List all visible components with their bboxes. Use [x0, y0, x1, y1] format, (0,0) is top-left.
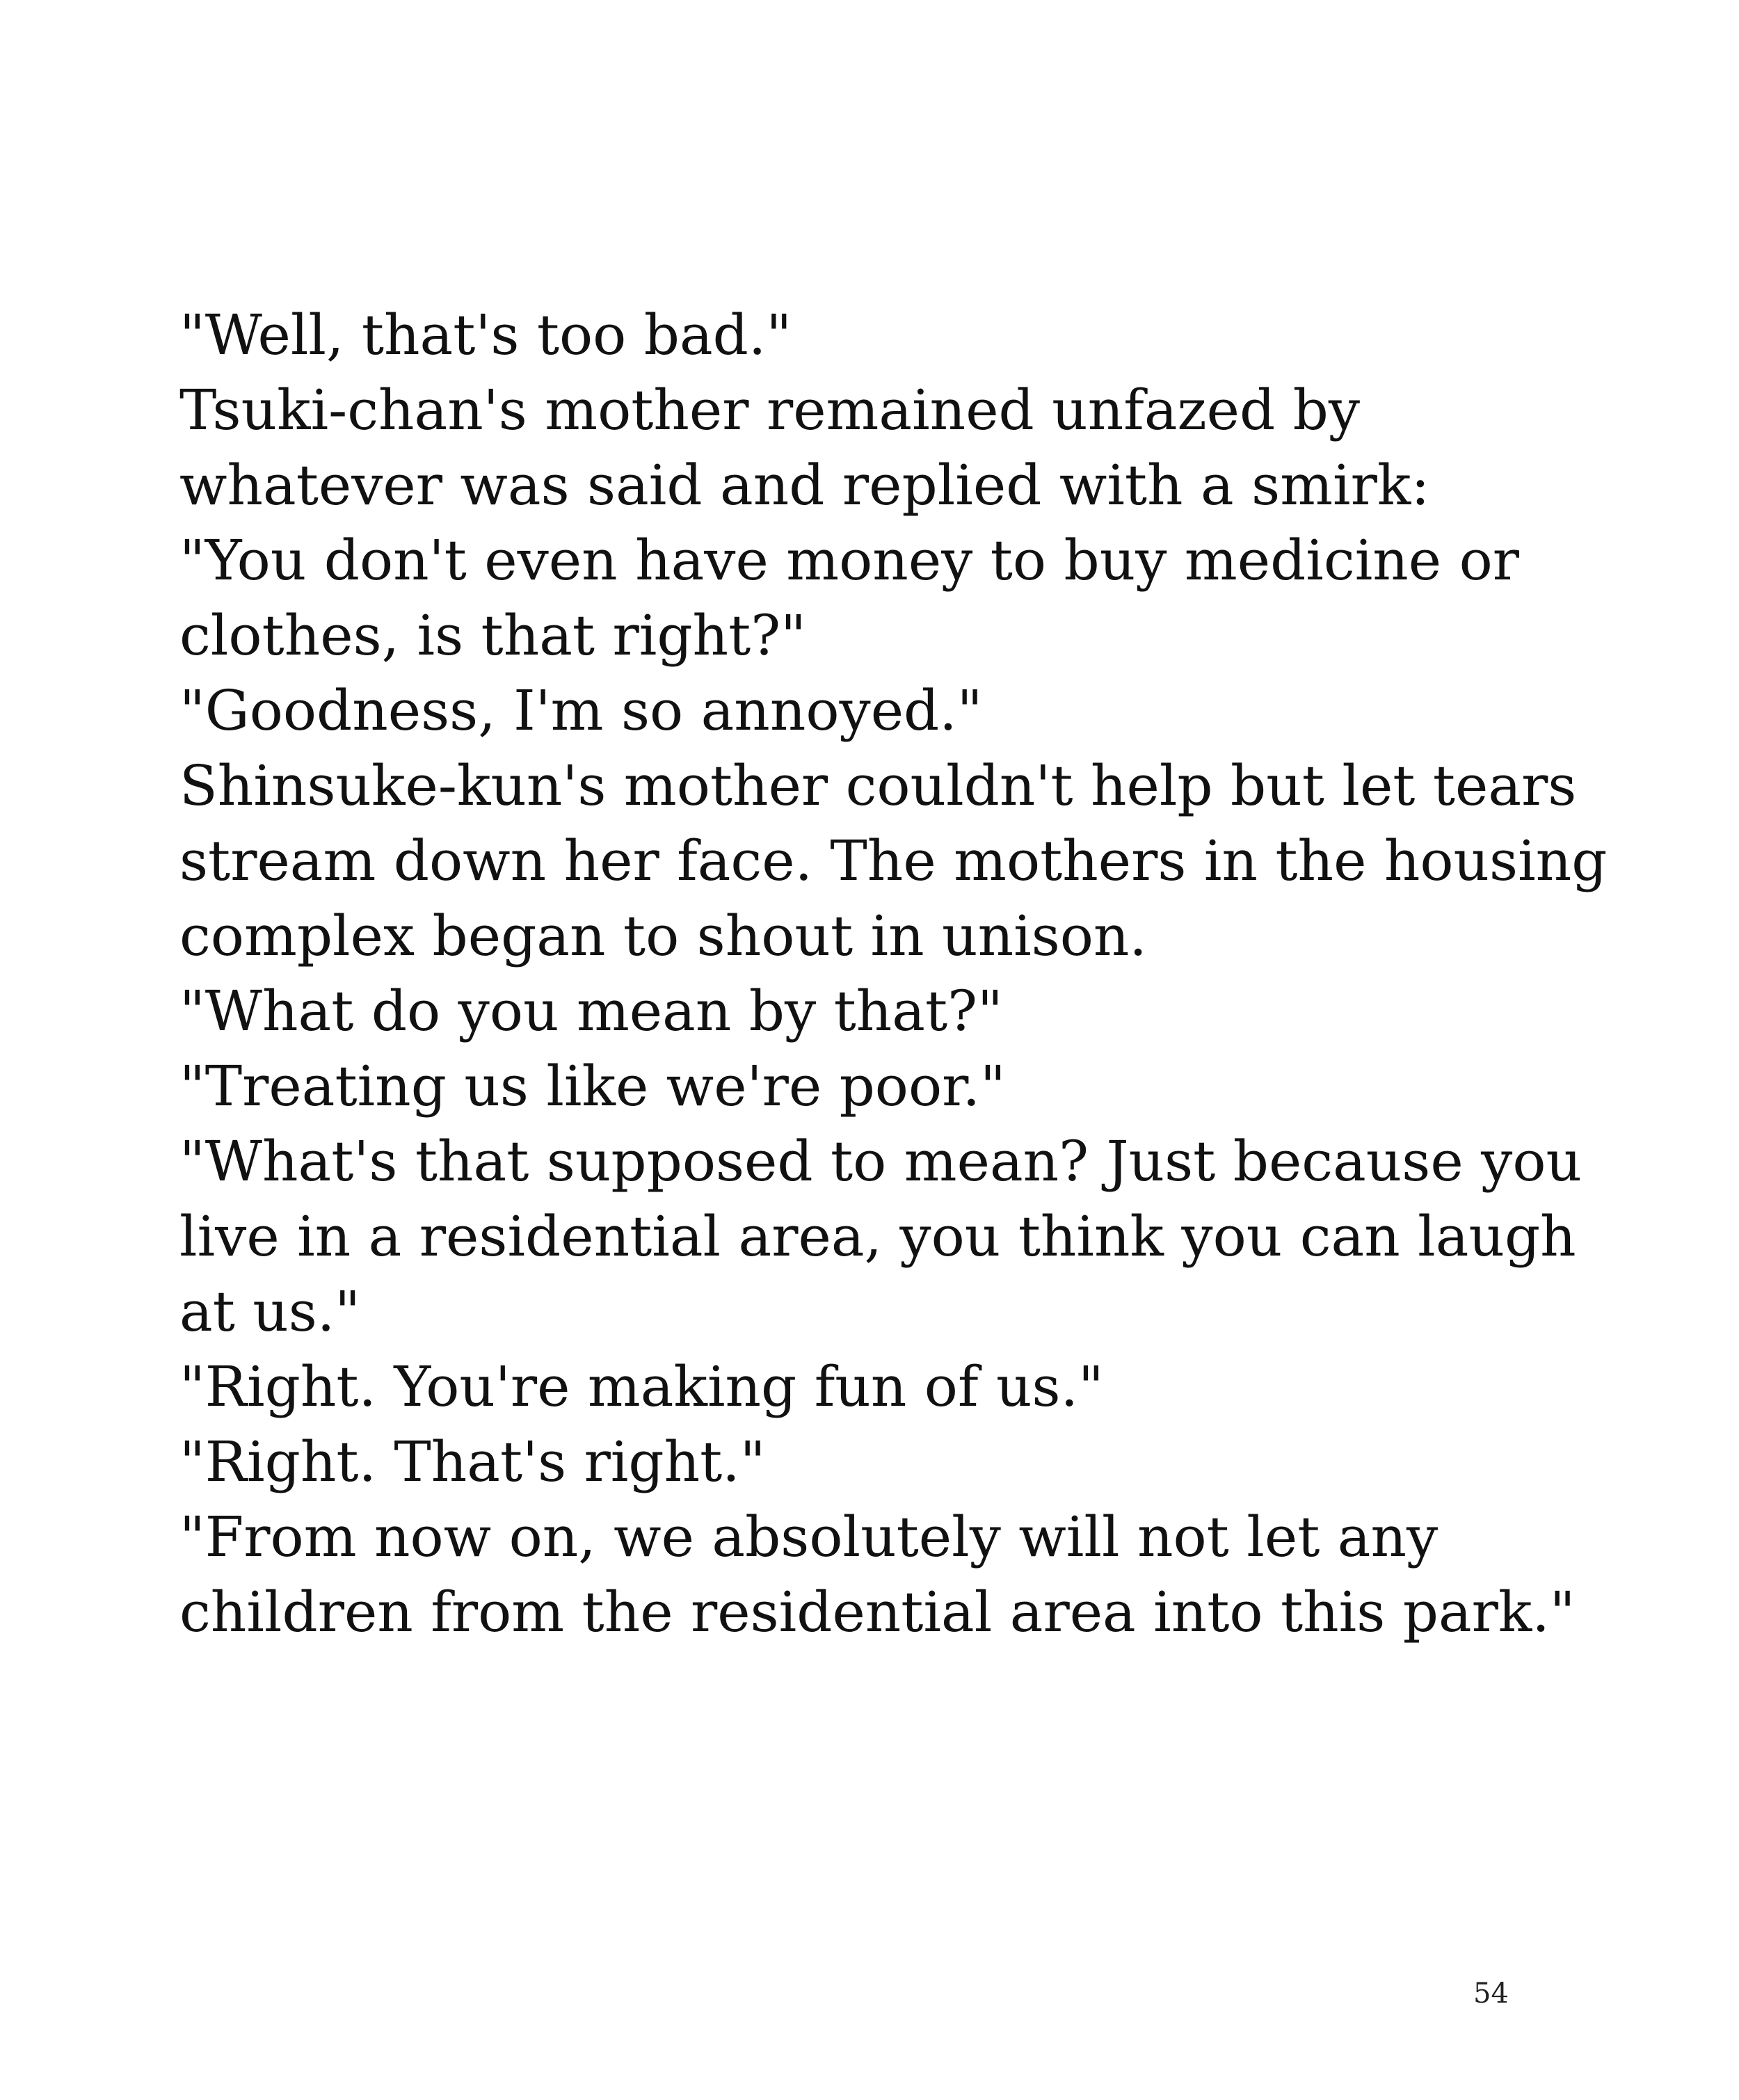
text-line: "Well, that's too bad." — [179, 303, 792, 367]
text-line: "Right. You're making fun of us." — [179, 1354, 1104, 1419]
text-line: clothes, is that right?" — [179, 603, 806, 668]
text-line: children from the residential area into this park." — [179, 1580, 1576, 1644]
text-line: live in a residential area, you think you can laugh — [179, 1204, 1576, 1269]
text-line: whatever was said and replied with a smirk: — [179, 453, 1430, 518]
text-line: "Goodness, I'm so annoyed." — [179, 678, 983, 743]
text-line: stream down her face. The mothers in the housing — [179, 828, 1608, 893]
body-text — [179, 298, 1682, 1650]
text-line: Shinsuke-kun's mother couldn't help but let tears — [179, 753, 1577, 818]
text-line: "Treating us like we're poor." — [179, 1054, 1006, 1119]
text-line: "Right. That's right." — [179, 1429, 766, 1494]
page-number: 54 — [1473, 1978, 1509, 2010]
text-line: at us." — [179, 1279, 361, 1344]
text-line: complex began to shout in unison. — [179, 904, 1147, 968]
text-line: "What's that supposed to mean? Just because you — [179, 1129, 1582, 1194]
text-line: "You don't even have money to buy medicine or — [179, 528, 1519, 593]
text-line: "From now on, we absolutely will not let any — [179, 1505, 1439, 1569]
text-line: Tsuki-chan's mother remained unfazed by — [179, 378, 1361, 442]
text-line: "What do you mean by that?" — [179, 979, 1003, 1043]
